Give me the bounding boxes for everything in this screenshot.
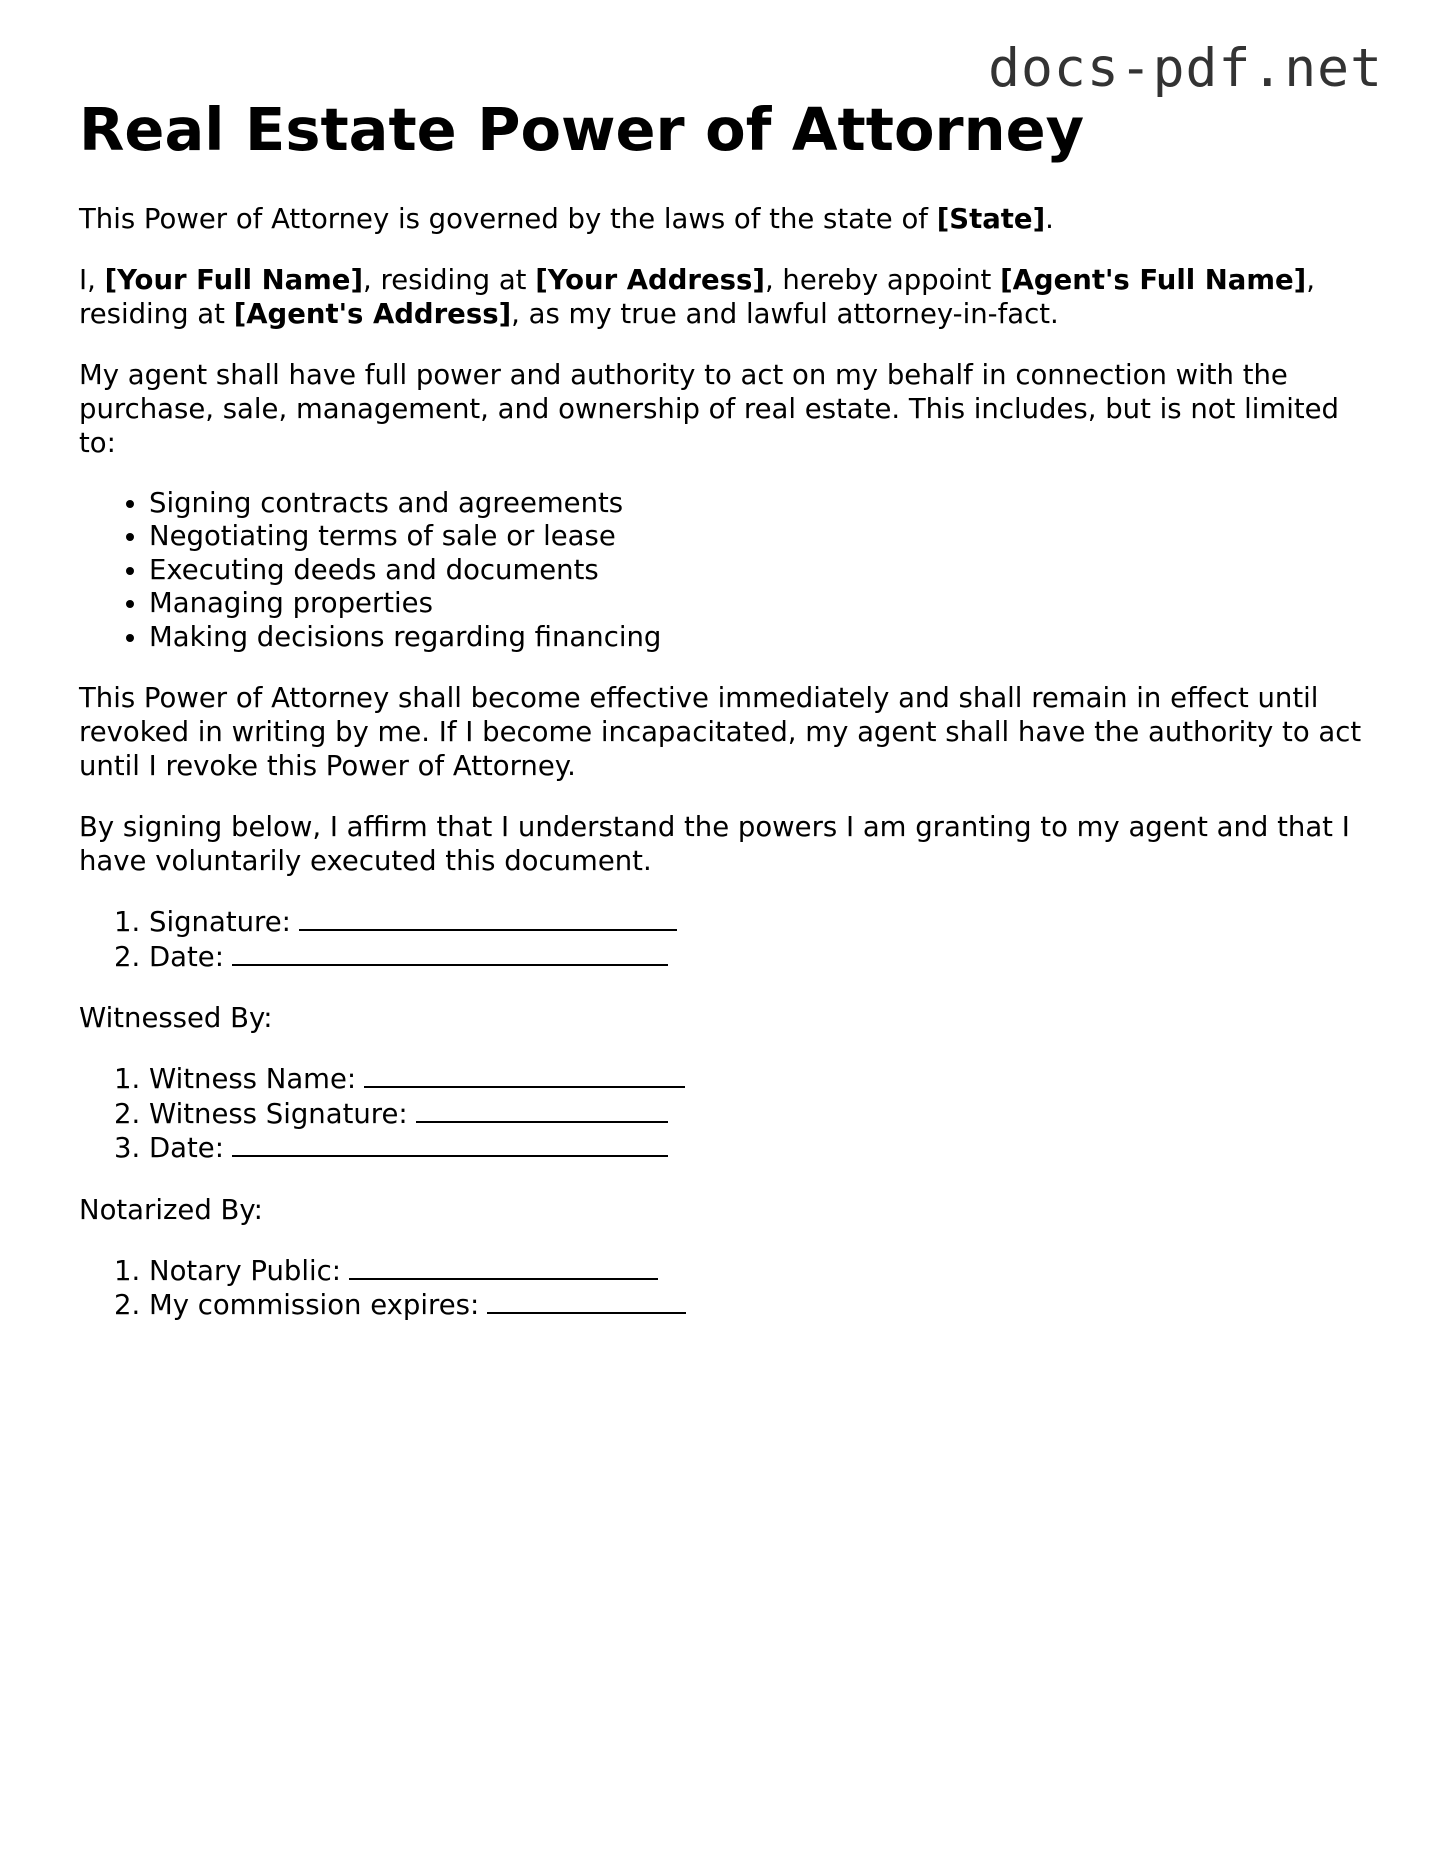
signature-date-label: Date:: [149, 940, 224, 973]
notary-list: [79, 1254, 1369, 1323]
appointment-text-5: , as my true and lawful attorney-in-fact.: [511, 297, 1059, 330]
principal-address-placeholder: [Your Address]: [535, 263, 765, 296]
powers-list: [79, 487, 1369, 655]
document-title: Real Estate Power of Attorney: [79, 95, 1085, 164]
watermark: docs-pdf.net: [988, 38, 1383, 99]
signature-item: [149, 905, 1369, 940]
notary-heading: Notarized By:: [79, 1193, 263, 1226]
witness-signature-label: Witness Signature:: [149, 1097, 408, 1130]
witness-list: [79, 1062, 1369, 1166]
signature-list: [79, 905, 1369, 974]
affirmation-paragraph: By signing below, I affirm that I understand the powers I am granting to my agent and that I have voluntarily executed this document.: [79, 811, 1350, 878]
signature-line: [299, 905, 677, 931]
witness-signature-item: [149, 1097, 1369, 1132]
notary-public-label: Notary Public:: [149, 1254, 342, 1287]
notary-public-item: [149, 1254, 1369, 1289]
appointment-paragraph: [79, 263, 1369, 331]
agent-address-placeholder: [Agent's Address]: [233, 297, 512, 330]
authority-paragraph: My agent shall have full power and authority to act on my behalf in connection with the purchase, sale, management, and ownership of real estate. This includes, but is not limited to:: [79, 358, 1339, 459]
list-item: • Making decisions regarding financing: [149, 621, 1369, 655]
effective-paragraph: This Power of Attorney shall become effective immediately and shall remain in effect until revoked in writing by me. If I become incapacitated, my agent shall have the authority to act until I revoke this Power of Attorney.: [79, 682, 1362, 783]
witness-name-item: [149, 1062, 1369, 1097]
principal-name-placeholder: [Your Full Name]: [104, 263, 364, 296]
signature-date-line: [232, 940, 668, 966]
appointment-text-3: , hereby appoint: [764, 263, 1001, 296]
governing-law-paragraph: [79, 202, 1369, 236]
notary-public-line: [349, 1254, 658, 1280]
commission-expires-label: My commission expires:: [149, 1289, 480, 1322]
state-placeholder: [State]: [936, 202, 1046, 235]
witness-name-label: Witness Name:: [149, 1063, 357, 1096]
witness-heading: Witnessed By:: [79, 1002, 273, 1035]
list-item: • Signing contracts and agreements: [149, 487, 1369, 521]
appointment-text-2: , residing at: [363, 263, 536, 296]
witness-date-item: [149, 1131, 1369, 1166]
agent-name-placeholder: [Agent's Full Name]: [1000, 263, 1307, 296]
witness-signature-line: [416, 1097, 668, 1123]
signature-label: Signature:: [149, 906, 291, 939]
governing-law-end: .: [1045, 202, 1054, 235]
governing-law-text: This Power of Attorney is governed by the laws of the state of: [79, 202, 937, 235]
document-page: [79, 96, 1369, 1350]
commission-expires-item: [149, 1288, 1369, 1323]
witness-date-label: Date:: [149, 1132, 224, 1165]
commission-expires-line: [487, 1288, 686, 1314]
list-item: • Executing deeds and documents: [149, 554, 1369, 588]
appointment-text-4: , residing at: [79, 263, 1315, 330]
list-item: • Managing properties: [149, 587, 1369, 621]
signature-date-item: [149, 940, 1369, 975]
witness-date-line: [232, 1131, 668, 1157]
appointment-text-1: I,: [79, 263, 105, 296]
witness-name-line: [364, 1062, 685, 1088]
list-item: • Negotiating terms of sale or lease: [149, 520, 1369, 554]
